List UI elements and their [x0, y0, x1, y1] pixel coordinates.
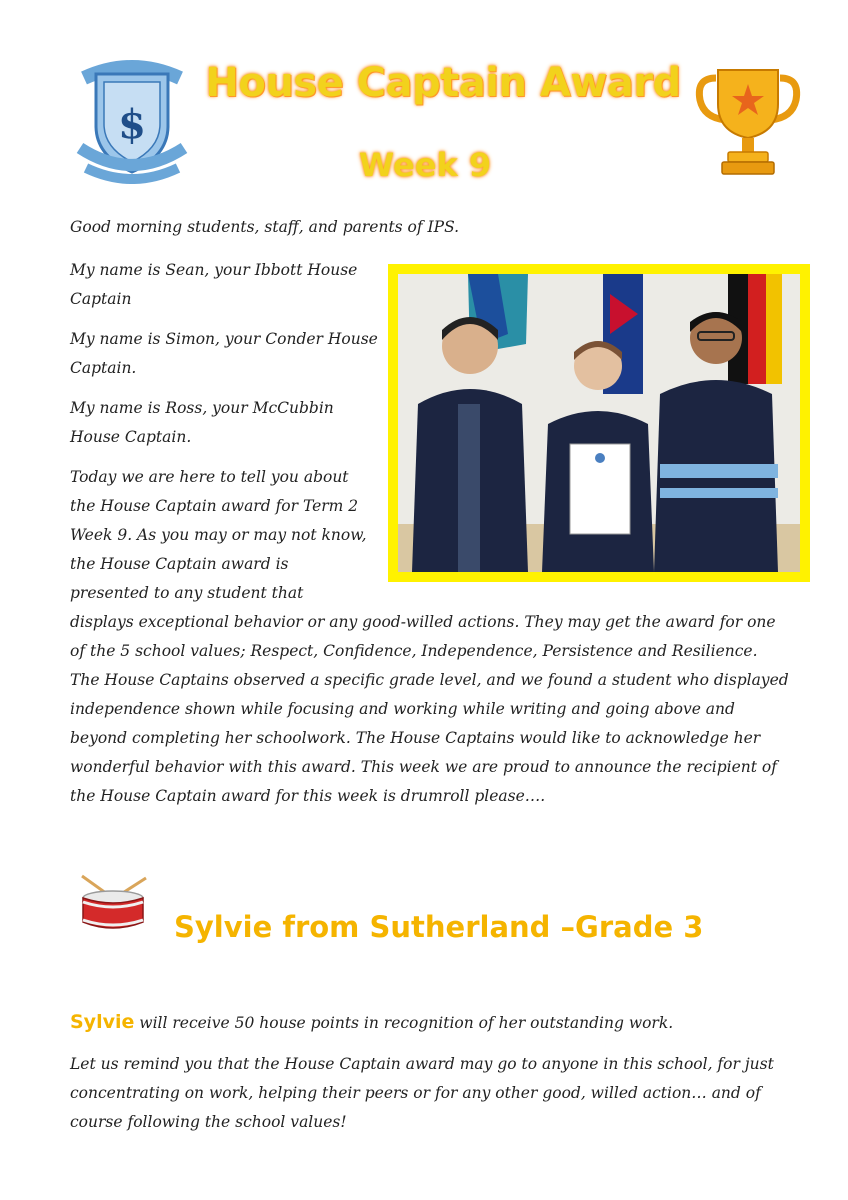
intro-sean: My name is Sean, your Ibbott House Captain [70, 261, 358, 308]
reminder-text: Let us remind you that the House Captain award may go to anyone in this school, for just concentrating on work, helping their peers or for any other good, willed action… and of course following the school values! [70, 1055, 774, 1131]
greeting-text: Good morning students, staff, and parents of IPS. [70, 218, 460, 236]
intro-simon: My name is Simon, your Conder House Captain. [70, 330, 378, 377]
school-crest-logo [76, 56, 188, 184]
week-heading: Week 9 [358, 146, 492, 184]
winner-heading: Sylvie from Sutherland –Grade 3 [174, 910, 704, 944]
trophy-icon [694, 60, 802, 180]
page-title: House Captain Award [205, 60, 681, 106]
intro-ross: My name is Ross, your McCubbin House Captain. [70, 399, 334, 446]
house-captains-photo [388, 264, 810, 582]
award-body-text: displays exceptional behavior or any good-willed actions. They may get the award for one of the 5 school values; Respect, Confidence, Independence, Persistence and Resilience. The House Captains observed a specific grade level, and we found a student who displayed independence shown while focusing and working while writing and going above and beyond completing her schoolwork. The House Captains would like to acknowledge her wonderful behavior with this award. This week we are proud to announce the recipient of the House Captain award for this week is drumroll please…. [70, 613, 789, 805]
drum-icon [76, 874, 150, 934]
points-text [70, 1008, 790, 1038]
points-description: will receive 50 house points in recognition of her outstanding work. [134, 1014, 674, 1032]
svg-text:$: $ [118, 101, 146, 148]
award-description-text: Today we are here to tell you about the House Captain award for Term 2 Week 9. As you may or may not know, the House Captain award is presented to any student that [70, 468, 367, 602]
recipient-name: Sylvie [70, 1011, 135, 1033]
